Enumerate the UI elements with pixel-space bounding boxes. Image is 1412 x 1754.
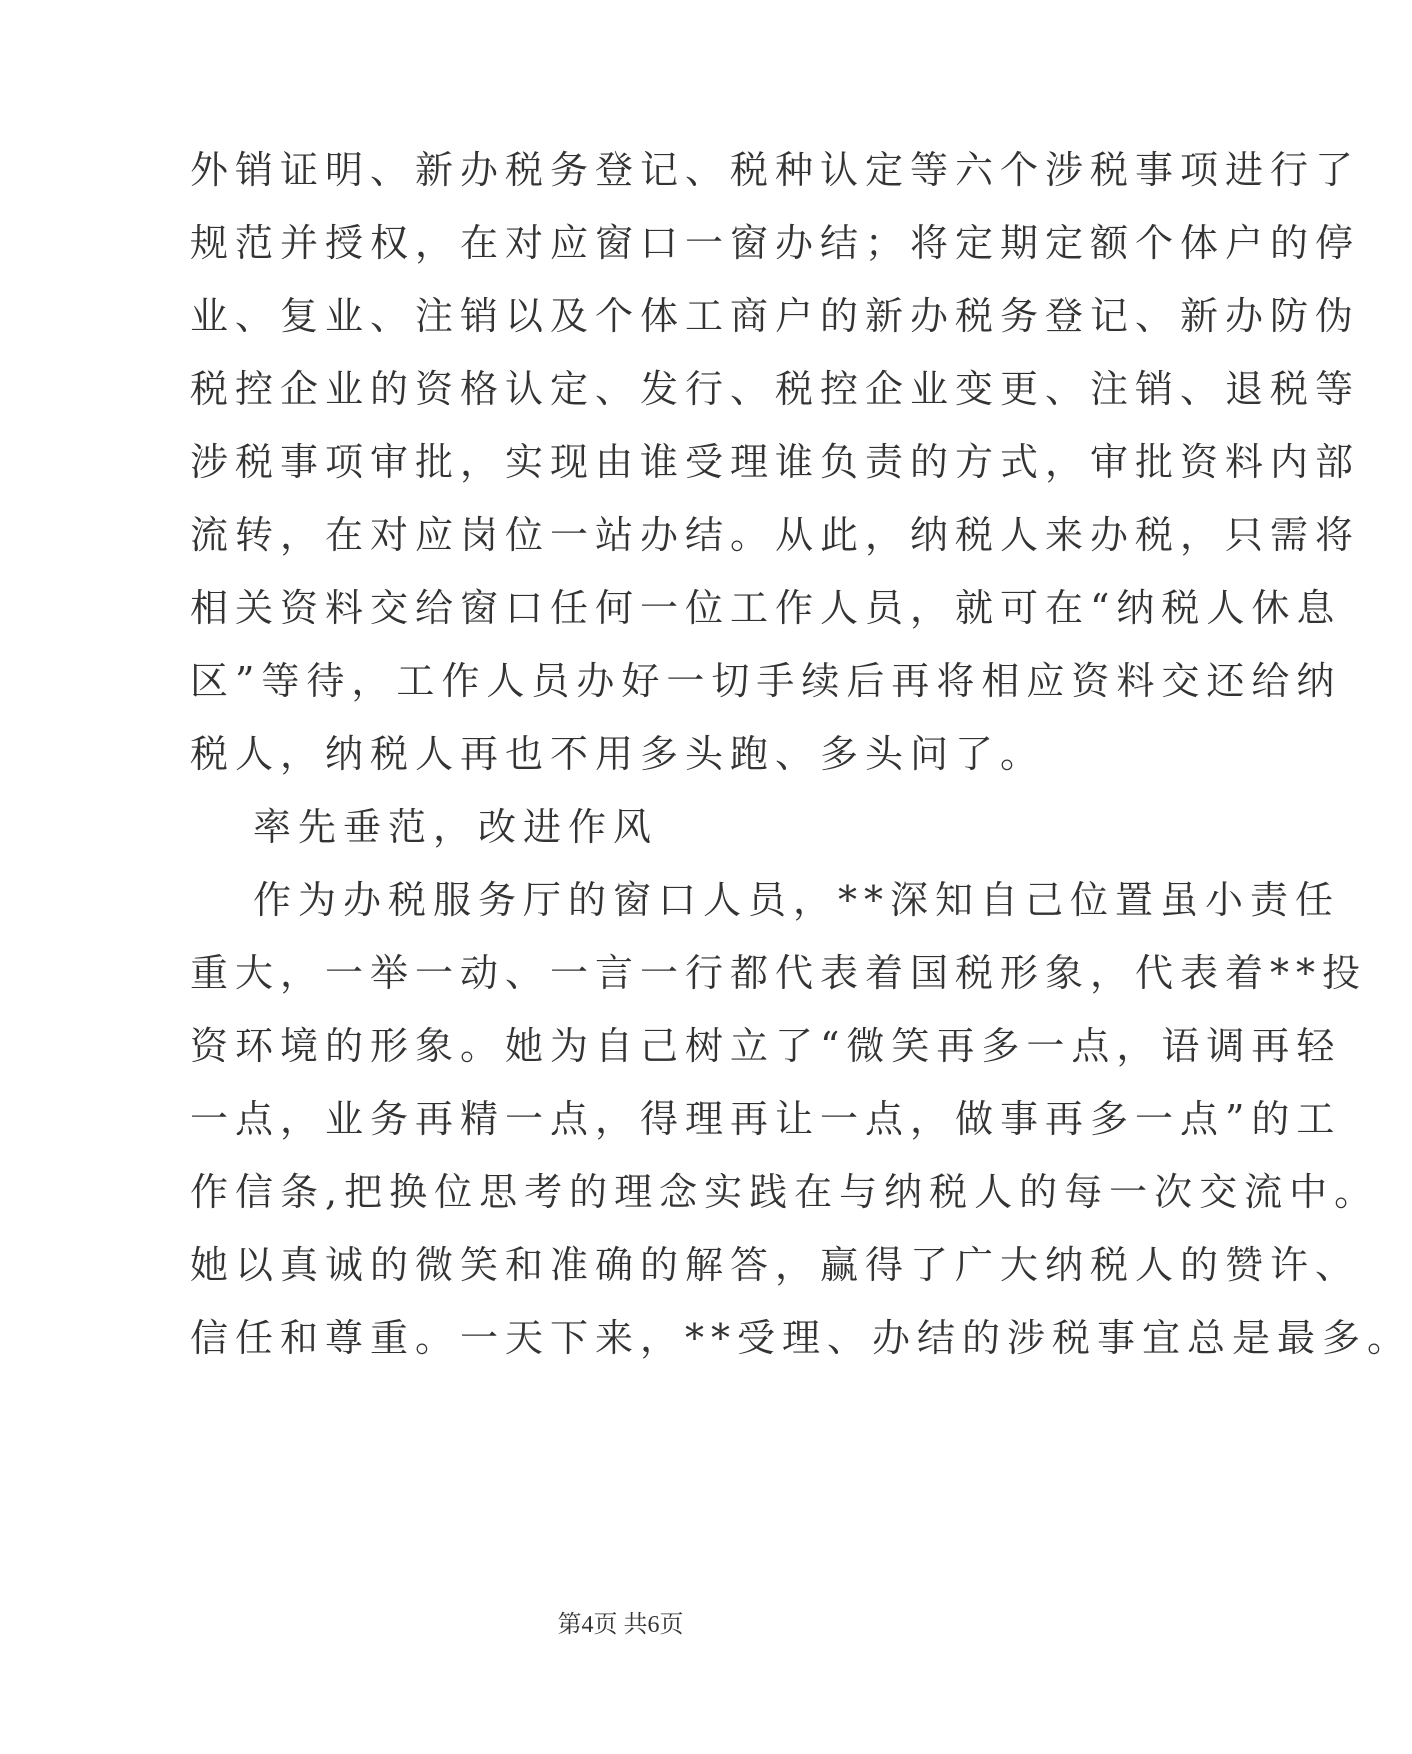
paragraph-line: 规范并授权，在对应窗口一窗办结；将定期定额个体户的停 <box>190 221 1361 265</box>
paragraph-line: 外销证明、新办税务登记、税种认定等六个涉税事项进行了 <box>190 148 1361 192</box>
paragraph-line: 流转，在对应岗位一站办结。从此，纳税人来办税，只需将 <box>190 513 1361 557</box>
paragraph-line: 作信条,把换位思考的理念实践在与纳税人的每一次交流中。 <box>190 1170 1380 1214</box>
paragraph-line: 一点，业务再精一点，得理再让一点，做事再多一点”的工 <box>190 1097 1342 1141</box>
section-heading: 率先垂范，改进作风 <box>253 805 659 849</box>
paragraph-line: 重大，一举一动、一言一行都代表着国税形象，代表着**投 <box>190 951 1368 995</box>
paragraph-line: 业、复业、注销以及个体工商户的新办税务登记、新办防伪 <box>190 294 1361 338</box>
paragraph-line: 税控企业的资格认定、发行、税控企业变更、注销、退税等 <box>190 367 1361 411</box>
paragraph-line: 税人，纳税人再也不用多头跑、多头问了。 <box>190 732 1046 776</box>
page-footer: 第4页 共6页 <box>557 1612 684 1638</box>
paragraph-line: 区”等待，工作人员办好一切手续后再将相应资料交还给纳 <box>190 659 1342 703</box>
paragraph-line: 资环境的形象。她为自己树立了“微笑再多一点，语调再轻 <box>190 1024 1342 1068</box>
paragraph-line: 涉税事项审批，实现由谁受理谁负责的方式，审批资料内部 <box>190 440 1361 484</box>
paragraph-line: 作为办税服务厅的窗口人员，**深知自己位置虽小责任 <box>253 878 1341 922</box>
paragraph-line: 她以真诚的微笑和准确的解答，赢得了广大纳税人的赞许、 <box>190 1243 1361 1287</box>
paragraph-line: 相关资料交给窗口任何一位工作人员，就可在“纳税人休息 <box>190 586 1342 630</box>
paragraph-line: 信任和尊重。一天下来，**受理、办结的涉税事宜总是最多。 <box>190 1316 1412 1360</box>
